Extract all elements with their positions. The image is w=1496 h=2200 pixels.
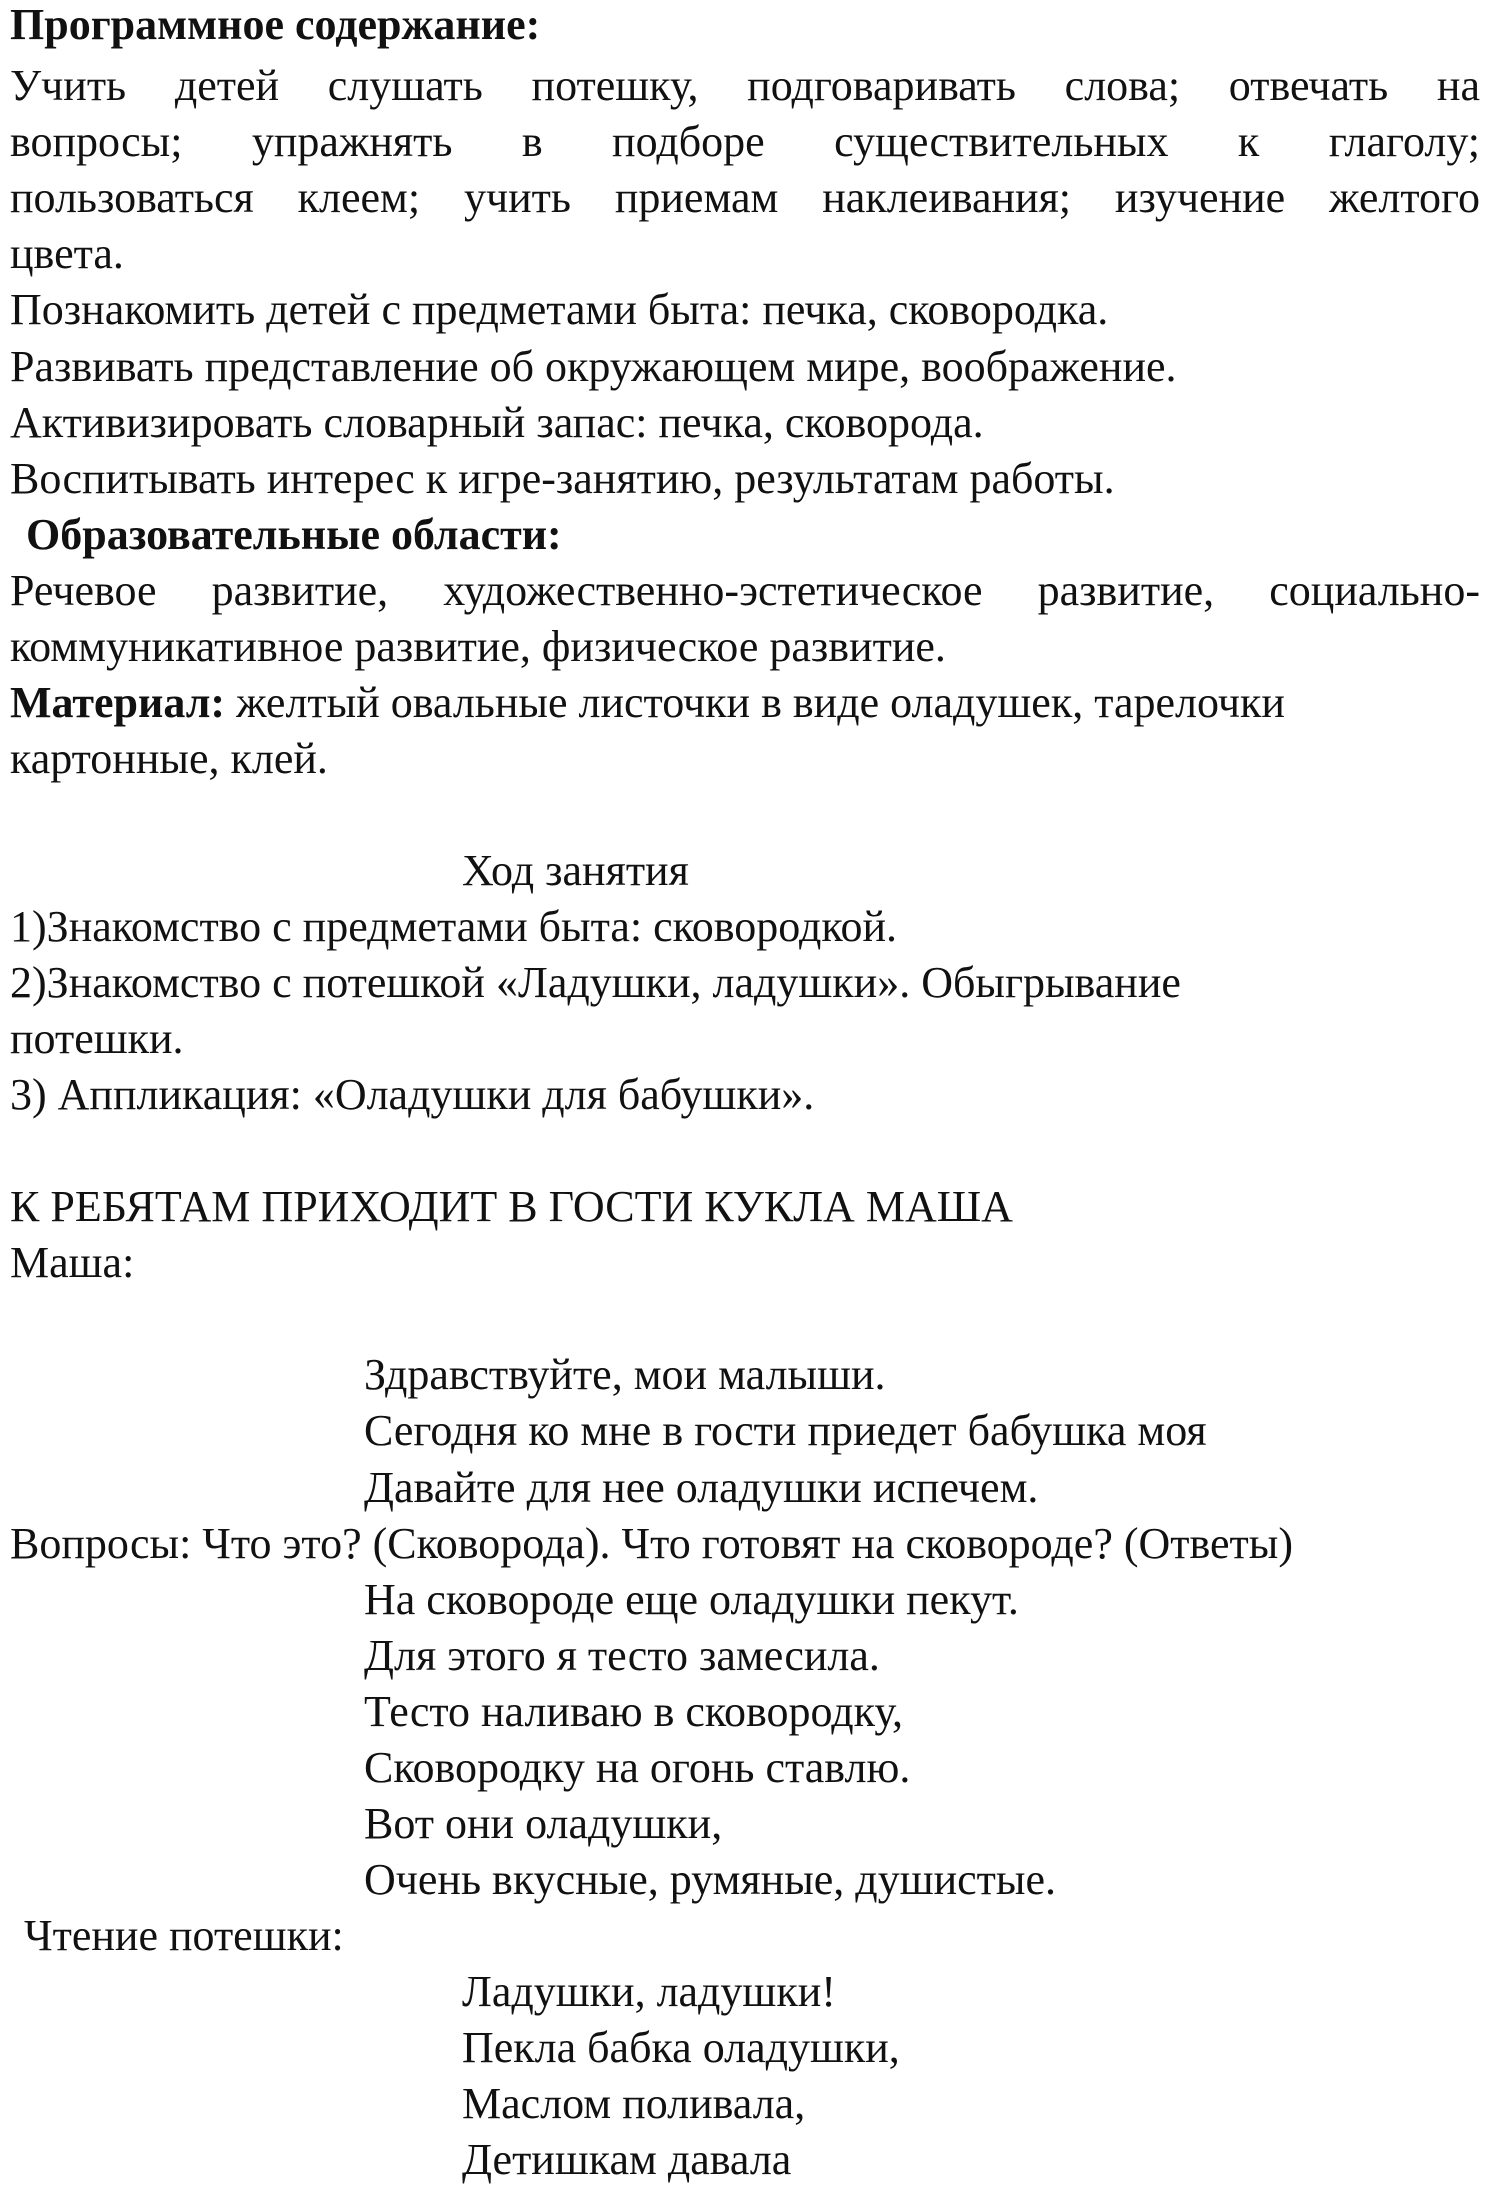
greeting-line-3: Давайте для нее оладушки испечем. (364, 1463, 1039, 1512)
material-label: Материал: (10, 678, 226, 727)
questions-line: Вопросы: Что это? (Сковорода). Что готовят на сковороде? (Ответы) (10, 1519, 1294, 1568)
material-line-1 (10, 674, 1285, 732)
edu-areas-line-2: коммуникативное развитие, физическое развитие. (10, 622, 946, 671)
lesson-heading: Ход занятия (462, 846, 689, 895)
lesson-step-1: 1)Знакомство с предметами быта: сковородкой. (10, 902, 898, 951)
poem-line-4: Сковородку на огонь ставлю. (364, 1743, 911, 1792)
greeting-line-2: Сегодня ко мне в гости приедет бабушка моя (364, 1406, 1207, 1455)
program-line-4: цвета. (10, 229, 124, 278)
program-line-2: вопросы; упражнять в подборе существительных к глаголу; (10, 117, 1480, 166)
poem-line-6: Очень вкусные, румяные, душистые. (364, 1855, 1056, 1904)
scene-speaker: Маша: (10, 1238, 135, 1287)
goal-line-3: Активизировать словарный запас: печка, сковорода. (10, 398, 984, 447)
scene-heading: К РЕБЯТАМ ПРИХОДИТ В ГОСТИ КУКЛА МАША (10, 1182, 1013, 1231)
poem-line-1: На сковороде еще оладушки пекут. (364, 1575, 1019, 1624)
rhyme-line-2: Пекла бабка оладушки, (462, 2023, 900, 2072)
poem-line-2: Для этого я тесто замесила. (364, 1631, 880, 1680)
greeting-line-1: Здравствуйте, мои малыши. (364, 1350, 886, 1399)
lesson-step-2-cont: потешки. (10, 1014, 184, 1063)
rhyme-line-4: Детишкам давала (462, 2135, 792, 2184)
rhyme-line-1: Ладушки, ладушки! (462, 1967, 836, 2016)
goal-line-4: Воспитывать интерес к игре-занятию, результатам работы. (10, 454, 1115, 503)
lesson-step-3: 3) Аппликация: «Оладушки для бабушки». (10, 1070, 815, 1119)
program-line-3: пользоваться клеем; учить приемам наклеивания; изучение желтого (10, 173, 1480, 222)
lesson-step-2: 2)Знакомство с потешкой «Ладушки, ладушки». Обыгрывание (10, 958, 1181, 1007)
material-text: желтый овальные листочки в виде оладушек, тарелочки (225, 678, 1285, 727)
program-line-1: Учить детей слушать потешку, подговаривать слова; отвечать на (10, 61, 1480, 110)
rhyme-line-3: Маслом поливала, (462, 2079, 806, 2128)
material-line-2: картонные, клей. (10, 734, 328, 783)
program-heading: Программное содержание: (10, 0, 541, 49)
reading-label: Чтение потешки: (24, 1911, 344, 1960)
edu-areas-heading: Образовательные области: (26, 510, 562, 559)
poem-line-3: Тесто наливаю в сковородку, (364, 1687, 903, 1736)
edu-areas-line-1: Речевое развитие, художественно-эстетическое развитие, социально- (10, 566, 1480, 615)
goal-line-1: Познакомить детей с предметами быта: печка, сковородка. (10, 285, 1109, 334)
goal-line-2: Развивать представление об окружающем мире, воображение. (10, 342, 1177, 391)
poem-line-5: Вот они оладушки, (364, 1799, 723, 1848)
